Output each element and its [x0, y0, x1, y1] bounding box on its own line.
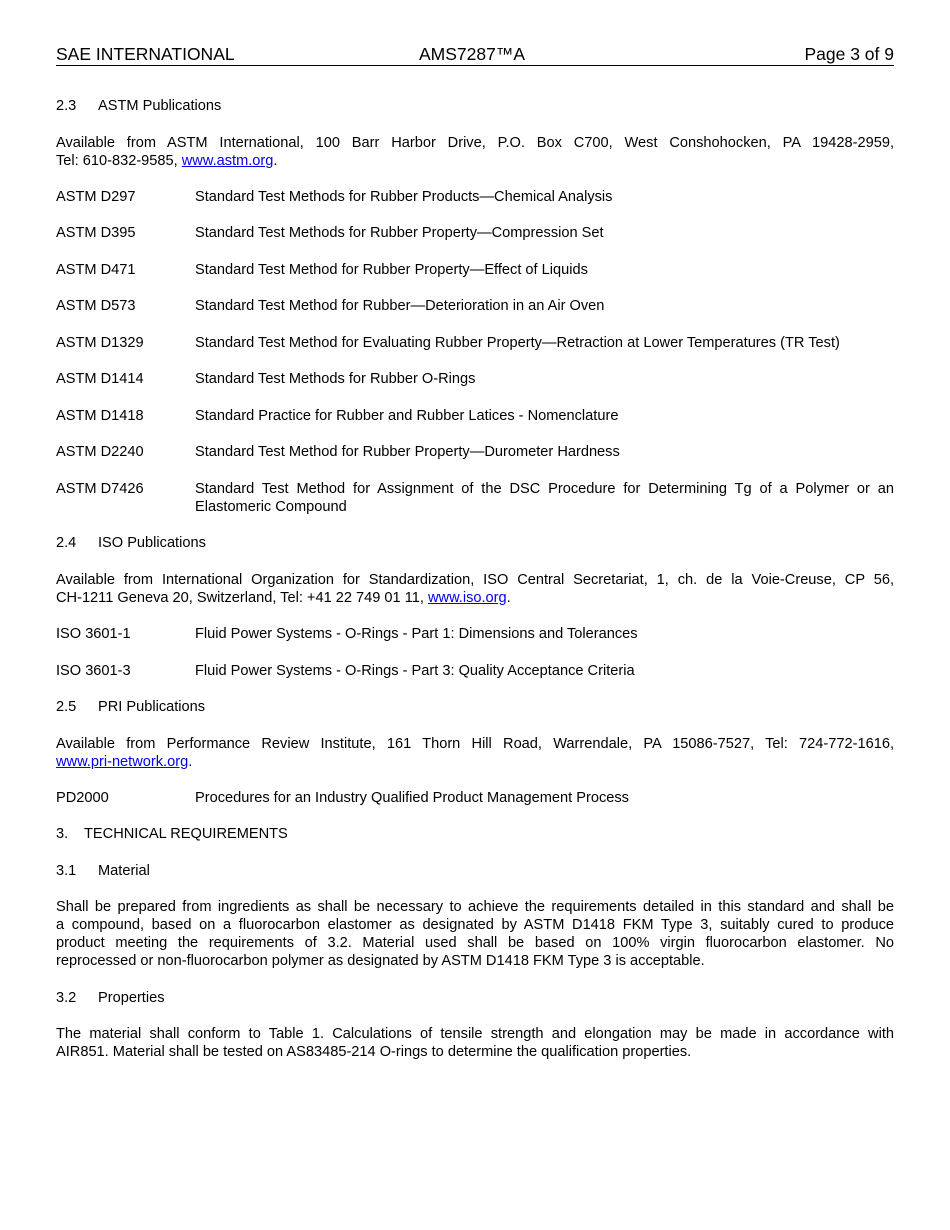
reference-code: ASTM D1329 [56, 335, 144, 351]
reference-title-continued: Elastomeric Compound [195, 499, 347, 515]
astm-link[interactable]: www.astm.org [181, 153, 274, 169]
section-2-4-heading [56, 534, 894, 552]
reference-title-block [195, 480, 894, 516]
availability-line: CH-1211 Geneva 20, Switzerland, Tel: +41 22 749 01 11, www.iso.org. [56, 590, 511, 606]
reference-title: Standard Practice for Rubber and Rubber Latices - Nomenclature [195, 408, 619, 424]
reference-title: Standard Test Methods for Rubber Property—Compression Set [195, 225, 604, 241]
reference-title: Standard Test Method for Rubber Property—Effect of Liquids [195, 262, 588, 278]
header-doc-id: AMS7287™A [419, 44, 526, 64]
availability-line: Available from Performance Review Institute, 161 Thorn Hill Road, Warrendale, PA 15086-7527, Tel: 724-772-1616, [56, 736, 894, 752]
reference-code: ASTM D395 [56, 225, 136, 241]
header-page-number: Page 3 of 9 [804, 44, 894, 64]
section-title: ISO Publications [98, 535, 206, 551]
body-line: product meeting the requirements of 3.2. Material used shall be based on 100% virgin fluorocarbon elastomer. No [56, 935, 894, 951]
section-title: Properties [98, 990, 165, 1006]
reference-code: ISO 3601-3 [56, 663, 131, 679]
pri-link[interactable]: www.pri-network.org [56, 754, 189, 770]
section-title: TECHNICAL REQUIREMENTS [84, 826, 288, 842]
reference-code: PD2000 [56, 790, 109, 806]
section-number: 3.1 [56, 863, 77, 879]
reference-code: ISO 3601-1 [56, 626, 131, 642]
body-line: reprocessed or non-fluorocarbon polymer as designated by ASTM D1418 FKM Type 3 is acceptable. [56, 953, 705, 969]
body-line: Shall be prepared from ingredients as shall be necessary to achieve the requirements detailed in this standard and shall be [56, 899, 894, 915]
reference-code: ASTM D1418 [56, 408, 144, 424]
section-3-1-body [56, 898, 894, 970]
availability-tel: Tel: 610-832-9585, [56, 153, 178, 169]
section-2-5-availability [56, 735, 894, 771]
reference-title: Standard Test Method for Rubber Property—Durometer Hardness [195, 444, 620, 460]
section-title: ASTM Publications [98, 98, 222, 114]
section-number: 2.3 [56, 98, 77, 114]
page-header [56, 45, 894, 66]
section-number: 2.4 [56, 535, 77, 551]
iso-link[interactable]: www.iso.org [427, 590, 507, 606]
reference-code: ASTM D1414 [56, 371, 144, 387]
reference-title: Standard Test Methods for Rubber O-Rings [195, 371, 476, 387]
reference-title: Fluid Power Systems - O-Rings - Part 1: Dimensions and Tolerances [195, 626, 638, 642]
reference-code: ASTM D2240 [56, 444, 144, 460]
section-2-4-availability [56, 571, 894, 607]
availability-line: www.pri-network.org. [56, 754, 193, 770]
reference-code: ASTM D7426 [56, 481, 144, 497]
reference-title: Standard Test Method for Evaluating Rubber Property—Retraction at Lower Temperatures (TR Test) [195, 335, 840, 351]
header-org: SAE INTERNATIONAL [56, 44, 235, 64]
section-3-2-body [56, 1025, 894, 1061]
reference-title: Procedures for an Industry Qualified Product Management Process [195, 790, 629, 806]
section-title: PRI Publications [98, 699, 206, 715]
reference-code: ASTM D471 [56, 262, 136, 278]
section-3-2-heading [56, 989, 894, 1007]
section-2-3-heading [56, 97, 894, 115]
section-number: 3. [56, 826, 69, 842]
section-number: 3.2 [56, 990, 77, 1006]
reference-title: Fluid Power Systems - O-Rings - Part 3: Quality Acceptance Criteria [195, 663, 635, 679]
section-2-3-availability [56, 134, 894, 170]
reference-title: Standard Test Method for Rubber—Deterioration in an Air Oven [195, 298, 605, 314]
reference-title: Standard Test Method for Assignment of the DSC Procedure for Determining Tg of a Polymer or an [195, 481, 894, 497]
section-3-heading [56, 825, 894, 843]
availability-address: CH-1211 Geneva 20, Switzerland, Tel: +41 22 749 01 11, [56, 590, 424, 606]
availability-line: Available from International Organization for Standardization, ISO Central Secretariat, 1, ch. de la Voie-Creuse, CP 56, [56, 572, 894, 588]
availability-line: Tel: 610-832-9585, www.astm.org. [56, 153, 278, 169]
reference-code: ASTM D297 [56, 189, 136, 205]
reference-title: Standard Test Methods for Rubber Products—Chemical Analysis [195, 189, 613, 205]
reference-code: ASTM D573 [56, 298, 136, 314]
section-3-1-heading [56, 862, 894, 880]
body-line: The material shall conform to Table 1. Calculations of tensile strength and elongation may be made in accordance with [56, 1026, 894, 1042]
section-number: 2.5 [56, 699, 77, 715]
availability-line: Available from ASTM International, 100 Barr Harbor Drive, P.O. Box C700, West Conshohocken, PA 19428-2959, [56, 135, 894, 151]
body-line: AIR851. Material shall be tested on AS83485-214 O-rings to determine the qualification properties. [56, 1044, 692, 1060]
body-line: a compound, based on a fluorocarbon elastomer as designated by ASTM D1418 FKM Type 3, suitably cured to produce [56, 917, 894, 933]
section-2-5-heading [56, 698, 894, 716]
section-title: Material [98, 863, 150, 879]
